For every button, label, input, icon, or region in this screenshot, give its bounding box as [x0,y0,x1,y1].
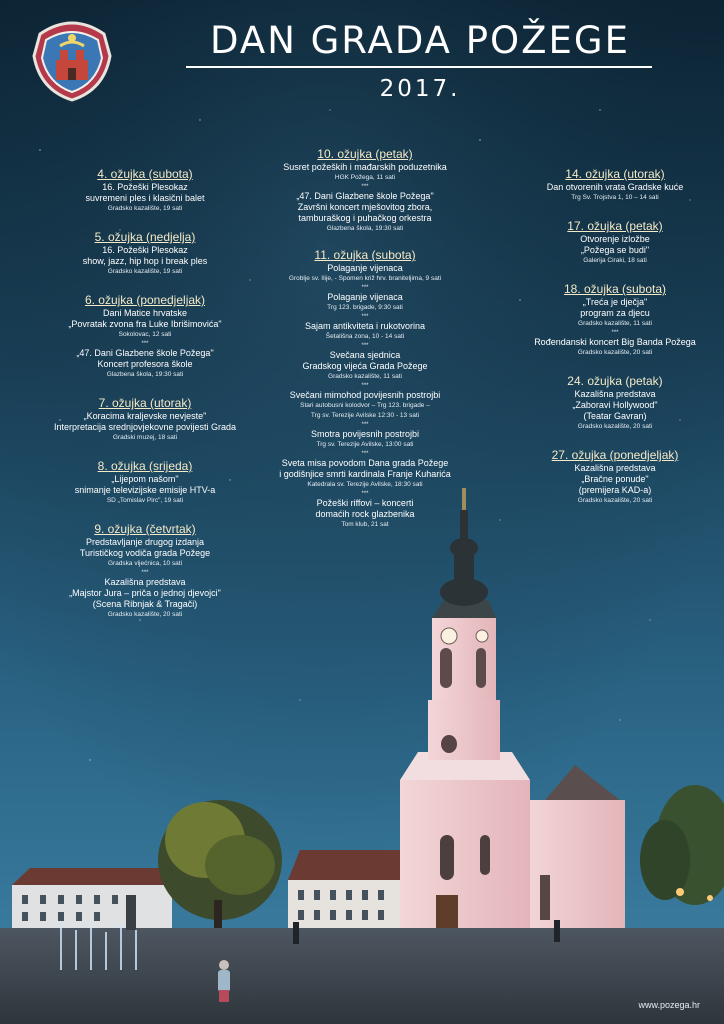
event-description: Rođendanski koncert Big Banda Požega [534,337,696,347]
events-column-right [515,167,715,522]
event-block [515,167,715,203]
separator: *** [141,570,149,576]
event-description: „Bračne ponude" [581,474,649,484]
event-description: i godišnjice smrti kardinala Franje Kuharića [279,469,451,479]
event-venue: Katedrala sv. Terezije Avilske, 18:30 sati [307,481,423,488]
event-venue: Gradsko kazalište, 20 sati [577,349,653,356]
event-block [260,147,470,234]
event-description: Susret požeških i mađarskih poduzetnika [283,162,447,172]
event-date: 9. ožujka (četvrtak) [94,522,196,536]
event-description: (premijera KAD-a) [578,485,652,495]
event-venue: Gradski muzej, 18 sati [112,434,178,441]
event-description: Sajam antikviteta i rukotvorina [304,321,426,331]
event-block [515,219,715,266]
event-venue: Trg sv. Terezije Avilske 12:30 - 13 sati [310,412,420,419]
event-description: Polaganje vijenaca [327,263,403,273]
event-description: (Scena Ribnjak & Tragači) [92,599,198,609]
event-block [20,293,270,380]
event-block [20,396,270,443]
event-venue: Šetališna zona, 10 - 14 sati [325,333,405,340]
event-venue: Gradsko kazalište, 11 sati [328,373,402,380]
event-description: 16. Požeški Plesokaz [102,245,188,255]
event-venue: Galerija Ciraki, 18 sati [583,257,647,264]
event-venue: Glazbena škola, 19:30 sati [106,371,184,378]
event-description: Koncert profesora škole [97,359,193,369]
event-description: snimanje televizijske emisije HTV-a [74,485,216,495]
event-date: 5. ožujka (nedjelja) [94,230,196,244]
event-description: Interpretacija srednjovjekovne povijesti Grada [53,422,237,432]
event-date: 17. ožujka (petak) [567,219,663,233]
separator: *** [361,314,369,320]
separator: *** [361,451,369,457]
event-date: 27. ožujka (ponedjeljak) [551,448,679,462]
event-description: Dani Matice hrvatske [102,308,188,318]
separator: *** [361,491,369,497]
event-description: Otvorenje izložbe [580,234,650,244]
event-date: 14. ožujka (utorak) [565,167,665,181]
event-venue: Trg 123. brigade, 9:30 sati [327,304,403,311]
separator: *** [611,330,619,336]
event-venue: Gradsko kazalište, 19 sati [107,205,183,212]
event-date: 11. ožujka (subota) [314,248,416,262]
event-description: Svečani mimohod povijesnih postrojbi [289,390,441,400]
event-block [20,230,270,277]
event-description: Polaganje vijenaca [327,292,403,302]
event-description: Svečana sjednica [329,350,401,360]
event-block [20,167,270,214]
separator: *** [141,341,149,347]
event-description: Predstavljanje drugog izdanja [85,537,205,547]
event-description: „Požega se budi" [580,245,650,255]
event-description: 16. Požeški Plesokaz [102,182,188,192]
separator: *** [361,184,369,190]
event-block [515,374,715,432]
event-description: suvremeni ples i klasični balet [85,193,205,203]
separator: *** [361,343,369,349]
event-description: „47. Dani Glazbene škole Požega" [296,191,434,201]
event-date: 10. ožujka (petak) [317,147,413,161]
event-venue: Gradska vijećnica, 10 sati [107,560,183,567]
event-venue: Gradsko kazalište, 19 sati [107,268,183,275]
event-description: „Majstor Jura – priča o jednoj djevojci" [69,588,221,598]
event-description: Dan otvorenih vrata Gradske kuće [546,182,684,192]
event-description: „Lijepom našom" [111,474,179,484]
city-crest-logo [30,16,114,102]
event-venue: Stari autobusni kolodvor – Trg 123. brigade – [300,402,430,409]
title-underline [186,66,652,68]
event-description: Gradskog vijeća Grada Požege [302,361,428,371]
event-date: 7. ožujka (utorak) [98,396,192,410]
event-description: Požeški riffovi – koncerti [316,498,414,508]
event-description: show, jazz, hip hop i break ples [82,256,208,266]
event-venue: Tom klub, 21 sat [341,521,389,528]
separator: *** [361,422,369,428]
event-description: Završni koncert mješovitog zbora, [297,202,433,212]
event-venue: Trg sv. Terezije Avilske, 13:00 sati [316,441,414,448]
event-description: tamburaškog i puhačkog orkestra [298,213,432,223]
event-description: „Koracima kraljevske nevjeste" [83,411,207,421]
event-date: 24. ožujka (petak) [567,374,663,388]
event-date: 18. ožujka (subota) [563,282,667,296]
event-venue: Gradsko kazalište, 20 sati [577,423,653,430]
event-description: Kazališna predstava [574,463,656,473]
website-url: www.pozega.hr [638,1000,700,1010]
events-column-left [20,167,270,636]
event-venue: Gradsko kazalište, 20 sati [107,611,183,618]
event-venue: Gradsko kazalište, 20 sati [577,497,653,504]
event-venue: Sokolovac, 12 sati [118,331,172,338]
events-column-center [260,147,470,544]
event-description: „Povratak zvona fra Luke Ibrišimovića" [68,319,222,329]
event-venue: SD „Tomislav Pirc", 19 sati [106,497,184,504]
event-venue: Gradsko kazalište, 11 sati [578,320,652,327]
event-date: 8. ožujka (srijeda) [97,459,193,473]
event-venue: HGK Požega, 11 sati [334,174,396,181]
event-block [260,248,470,530]
event-description: Smotra povijesnih postrojbi [310,429,420,439]
separator: *** [361,285,369,291]
event-description: Turističkog vodiča grada Požege [79,548,211,558]
event-venue: Glazbena škola, 19:30 sati [326,225,404,232]
event-description: „47. Dani Glazbene škole Požega" [76,348,214,358]
separator: *** [361,383,369,389]
event-description: „Zaboravi Hollywood" [572,400,658,410]
event-date: 4. ožujka (subota) [97,167,193,181]
event-description: Kazališna predstava [104,577,186,587]
event-block [515,282,715,358]
event-description: „Treća je dječja" [582,297,648,307]
event-description: program za djecu [580,308,650,318]
poster-title: DAN GRADA POŽEGE [210,19,630,62]
event-venue: Groblje sv. Ilije, - Spomen križ hrv. braniteljima, 9 sati [288,275,442,282]
event-venue: Trg Sv. Trojstva 1, 10 – 14 sati [571,194,659,201]
event-description: domaćih rock glazbenika [315,509,415,519]
event-block [515,448,715,506]
event-block [20,522,270,620]
poster-year: 2017. [379,76,461,102]
event-description: Kazališna predstava [574,389,656,399]
event-date: 6. ožujka (ponedjeljak) [84,293,206,307]
event-description: Sveta misa povodom Dana grada Požege [281,458,449,468]
event-block [20,459,270,506]
event-description: (Teatar Gavran) [583,411,647,421]
